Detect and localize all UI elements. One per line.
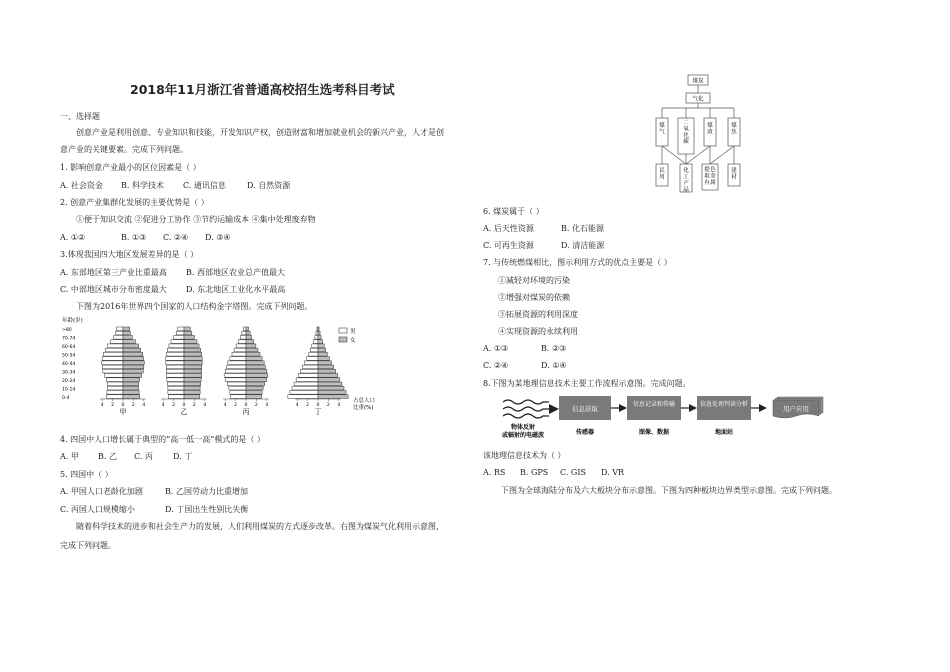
pyramid-bar-female	[246, 391, 262, 395]
pyramid-bar-male	[230, 357, 246, 361]
chart-legend	[339, 327, 356, 344]
pyramid-bar-female	[123, 365, 144, 369]
pyramid-bar-male	[102, 365, 123, 369]
pyramid-bar-female	[318, 327, 319, 331]
pyramid-bar-male	[232, 352, 246, 356]
flow-box-process-label: 信息处理判读分析	[699, 401, 749, 408]
pyramid-bar-female	[318, 369, 336, 373]
x-tick-label: 4	[161, 403, 165, 408]
arrow-icon	[619, 404, 627, 412]
pyramid-bar-female	[123, 378, 140, 382]
geo-info-flow-diagram	[495, 392, 845, 444]
pyramid-bar-male	[292, 386, 318, 390]
x-tick-label: 4	[142, 403, 146, 408]
q2-option-a: A. ①②	[60, 233, 86, 242]
x-axis-label-1: 占总人口	[353, 398, 376, 404]
q3-option-a: A. 东部地区第三产业比重最高	[60, 268, 167, 277]
coal-product-box: 煤渣	[707, 123, 713, 136]
pyramid-bar-male	[106, 395, 123, 399]
pyramid-bar-male	[230, 391, 246, 395]
pyramid-bar-male	[105, 348, 123, 352]
pyramid-bar-female	[318, 344, 324, 348]
age-tick-label: 60-64	[62, 345, 76, 351]
pyramid-bar-male	[102, 361, 123, 365]
q2-option-b: B. ①③	[121, 233, 147, 242]
pyramid-bar-male	[242, 331, 246, 335]
question-5: 5. 四国中（ ）	[60, 470, 113, 479]
country-label: 甲	[119, 408, 127, 416]
pyramid-bar-female	[318, 395, 348, 399]
pyramid-bar-male	[107, 386, 123, 390]
q3-option-d: D. 东北地区工业化水平最高	[186, 285, 286, 294]
pyramid-bar-male	[103, 352, 123, 356]
pyramid-bar-male	[316, 331, 318, 335]
pyramid-bar-male	[114, 335, 123, 339]
pyramid-bar-female	[123, 335, 132, 339]
pyramid-bar-male	[102, 357, 123, 361]
question-8: 8.下图为某地理信息技术主要工作流程示意图。完成问题。	[483, 379, 691, 388]
pyramid-bar-female	[123, 369, 143, 373]
q2-items: ①便于知识交流 ②促进分工协作 ③节约运输成本 ④集中处理废弃物	[76, 215, 316, 224]
pyramid-bar-female	[184, 386, 200, 390]
q5-option-a: A. 甲国人口老龄化加剧	[60, 487, 143, 496]
pyramid-bar-female	[318, 357, 329, 361]
q5-option-c: C. 丙国人口规模缩小	[60, 505, 135, 514]
gasification-box: 气化	[692, 96, 704, 103]
q4-option-d: D. 丁	[173, 452, 193, 461]
question-2: 2. 创意产业集群化发展的主要优势是（ ）	[60, 198, 209, 207]
pyramid-bar-male	[309, 352, 318, 356]
source-label-2: 或辐射的电磁波	[501, 432, 545, 439]
x-tick-label: 2	[234, 403, 238, 408]
y-axis-label: 年龄(岁)	[62, 318, 83, 324]
pyramid-bar-female	[246, 348, 258, 352]
x-tick-label: 2	[192, 403, 196, 408]
question-4: 4. 四国中人口增长属于典型的“高一低一高”模式的是（ ）	[60, 435, 265, 444]
q6-option-a: A. 后天性资源	[483, 224, 534, 233]
q7-item-4: ④实现资源的永续利用	[498, 327, 578, 336]
pyramid-bar-male	[229, 386, 246, 390]
pyramid-bar-female	[184, 357, 202, 361]
pyramid-bar-female	[318, 331, 320, 335]
coal-gasification-diagram	[650, 72, 750, 202]
pyramid-bar-male	[302, 365, 318, 369]
pyramid-bar-male	[166, 352, 184, 356]
x-tick-label: 4	[295, 403, 299, 408]
pyramid-bar-male	[315, 335, 318, 339]
x-tick-label: 0	[316, 403, 320, 408]
age-tick-label: 20-24	[62, 378, 76, 384]
x-tick-label: 4	[203, 403, 207, 408]
pyramid-bar-female	[123, 344, 139, 348]
age-tick-label: 30-34	[62, 370, 76, 376]
pyramid-bar-male	[294, 382, 318, 386]
user-application-stack	[773, 397, 823, 418]
x-tick-label: 0	[244, 403, 248, 408]
coal-product-box: 二氧化碳	[683, 120, 689, 146]
pyramid-bar-female	[318, 374, 338, 378]
q8-option-d: D. VR	[601, 468, 625, 477]
pyramid-bar-female	[318, 391, 346, 395]
flow-box-acquire-label: 信息获取	[572, 405, 598, 413]
q1-option-c: C. 通讯信息	[183, 181, 226, 190]
flow-label-image-data: 图像、数据	[638, 429, 670, 436]
pyramid-bar-male	[171, 340, 184, 344]
pyramid-bar-female	[184, 374, 202, 378]
pyramid-bar-male	[107, 344, 123, 348]
pyramid-bar-male	[116, 327, 123, 331]
q4-option-a: A. 甲	[60, 452, 79, 461]
x-tick-label: 0	[182, 403, 186, 408]
population-pyramid-chart	[56, 316, 386, 416]
coal-use-box: 化工产品	[683, 168, 689, 194]
x-tick-label: 2	[326, 403, 330, 408]
pyramid-bar-male	[166, 369, 184, 373]
pyramid-bar-female	[184, 365, 202, 369]
pyramid-bar-female	[123, 331, 130, 335]
pyramid-bar-male	[225, 378, 246, 382]
coal-product-box: 煤气	[659, 123, 665, 136]
pyramid-bar-male	[176, 331, 184, 335]
pyramid-bar-male	[166, 357, 184, 361]
pyramid-bar-female	[318, 365, 334, 369]
q2-option-c: C. ②④	[163, 233, 189, 242]
flow-box-transmit-label: 信息记录和传输	[632, 401, 676, 408]
x-tick-label: 2	[111, 403, 115, 408]
pyramid-bar-male	[168, 395, 184, 399]
pyramid-bar-male	[167, 382, 184, 386]
source-label-1: 物体反射	[510, 424, 536, 431]
age-tick-label: 0-4	[62, 395, 70, 401]
pyramid-bar-male	[296, 378, 318, 382]
pyramid-bar-female	[123, 374, 142, 378]
pyramid-bar-female	[246, 335, 252, 339]
x-tick-label: 2	[172, 403, 176, 408]
pyramid-bar-female	[318, 382, 342, 386]
question-1: 1. 影响创意产业最小的区位因素是（ ）	[60, 163, 201, 172]
pyramid-bar-female	[318, 361, 332, 365]
pyramid-bar-female	[246, 344, 256, 348]
pyramid-bar-female	[123, 395, 140, 399]
pyramid-bar-female	[246, 395, 262, 399]
q6-option-c: C. 可再生资源	[483, 241, 534, 250]
pyramid-bar-female	[246, 365, 265, 369]
pyramid-bar-female	[184, 391, 200, 395]
flow-box-user-label: 用户应用	[783, 405, 809, 413]
pyramid-bar-female	[184, 327, 190, 331]
pyramid-bar-female	[184, 378, 201, 382]
pyramid-bar-female	[246, 327, 249, 331]
pyramid-bar-female	[246, 357, 262, 361]
pyramid-bar-female	[246, 382, 265, 386]
intro-1a: 创意产业是利用创意、专业知识和技能，开发知识产权，创造财富和增加就业机会的新兴产业，人才是创	[76, 128, 444, 137]
pyramid-bar-female	[123, 361, 144, 365]
x-tick-label: 2	[306, 403, 310, 408]
pyramid-bar-female	[246, 378, 267, 382]
coal-use-box: 色金属	[710, 167, 716, 186]
pyramid-bar-male	[107, 382, 123, 386]
pyramid-bar-female	[246, 361, 264, 365]
pyramid-bar-female	[246, 331, 250, 335]
legend-male-label: 男	[350, 329, 356, 335]
pyramid-bar-female	[246, 369, 267, 373]
pyramid-bar-male	[313, 340, 318, 344]
pyramid-bar-female	[184, 382, 201, 386]
q8-option-b: B. GPS	[520, 468, 549, 477]
pyramid-bar-female	[246, 352, 260, 356]
age-tick-label: 50-54	[62, 353, 76, 359]
pyramid-bar-male	[310, 348, 318, 352]
q7-option-b: B. ②③	[541, 344, 567, 353]
q1-option-a: A. 社会资金	[60, 181, 103, 190]
pyramid-bar-male	[228, 361, 246, 365]
pyramid-bar-male	[227, 365, 246, 369]
pyramid-bar-male	[106, 378, 123, 382]
pyramid-bar-female	[123, 348, 141, 352]
flow-label-ground-station: 地面站	[714, 429, 734, 436]
pyramid-bar-female	[184, 395, 200, 399]
q7-option-c: C. ②④	[483, 361, 509, 370]
legend-female-swatch	[339, 337, 347, 342]
age-tick-label: 10-14	[62, 387, 76, 393]
pyramid-bar-male	[166, 374, 184, 378]
q4-option-c: C. 丙	[134, 452, 153, 461]
wave-icon	[503, 400, 549, 418]
pyramid-bar-female	[123, 391, 139, 395]
pyramid-bar-female	[318, 378, 340, 382]
pyramid-bar-male	[243, 327, 246, 331]
q7-option-a: A. ①③	[483, 344, 509, 353]
q1-option-b: B. 科学技术	[121, 181, 164, 190]
q5-option-d: D. 丁国出生性别比失衡	[165, 505, 249, 514]
pyramid-bar-male	[225, 369, 246, 373]
x-tick-label: 2	[131, 403, 135, 408]
pyramid-bar-male	[307, 357, 318, 361]
pyramid-bar-male	[230, 395, 246, 399]
pyramid-bar-female	[318, 352, 327, 356]
question-3: 3.体现我国四大地区发展差异的是（ ）	[60, 250, 199, 259]
arrow-icon	[549, 404, 559, 414]
pyramid-bar-male	[174, 335, 184, 339]
country-label: 乙	[180, 408, 188, 416]
arrow-icon	[759, 404, 767, 412]
q4-option-b: B. 乙	[98, 452, 117, 461]
country-label: 丙	[242, 408, 250, 416]
coal-box: 煤炭	[692, 78, 704, 85]
pyramid-bar-female	[246, 340, 254, 344]
pyramid-bar-female	[123, 352, 143, 356]
coal-use-box: 民用	[659, 168, 665, 181]
flow-box-process	[697, 396, 751, 420]
q7-item-1: ①减轻对环境的污染	[498, 276, 570, 285]
pyramid-bar-female	[123, 382, 139, 386]
pyramid-bar-male	[104, 374, 123, 378]
pyramid-bar-female	[318, 340, 323, 344]
x-axis-label-2: 比重(%)	[353, 405, 374, 411]
q1-option-d: D. 自然资源	[247, 181, 291, 190]
legend-male-swatch	[339, 328, 347, 333]
age-tick-label: 40-44	[62, 362, 76, 367]
pyramid-bar-male	[168, 386, 184, 390]
pyramid-bar-male	[168, 391, 184, 395]
pyramid-bar-female	[184, 340, 197, 344]
pyramid-bar-male	[238, 340, 246, 344]
pyramid-bar-male	[298, 374, 318, 378]
pyramid-bar-female	[184, 331, 192, 335]
intro-3a: 随着科学技术的进步和社会生产力的发展，人们利用煤炭的方式逐步改革。右图为煤炭气化利用示意图，	[76, 522, 444, 531]
legend-female-label: 女	[350, 338, 356, 344]
pyramid-bar-female	[184, 352, 202, 356]
intro-4: 下图为全球海陆分布及六大板块分布示意图。下图为四种板块边界类型示意图。完成下列问题。	[501, 486, 837, 495]
q3-option-c: C. 中部地区城市分布密度最大	[60, 285, 167, 294]
intro-3b: 完成下列问题。	[60, 541, 116, 550]
x-tick-label: 0	[121, 403, 125, 408]
age-tick-label: >80	[62, 328, 72, 334]
q3-option-b: B. 西部地区农业总产值最大	[186, 268, 285, 277]
pyramid-bar-female	[123, 340, 135, 344]
pyramid-bar-female	[123, 327, 130, 331]
pyramid-bar-male	[290, 391, 318, 395]
pyramid-bar-male	[288, 395, 318, 399]
coal-use-box: 提取有	[704, 167, 710, 186]
page-title: 2018年11月浙江省普通高校招生选考科目考试	[130, 82, 395, 97]
pyramid-bar-male	[234, 348, 246, 352]
intro-1b: 意产业的关键要素。完成下列问题。	[60, 145, 188, 154]
pyramid-bar-male	[166, 361, 184, 365]
age-tick-label: 70-74	[62, 336, 76, 342]
pyramid-bar-male	[227, 382, 246, 386]
pyramid-bar-female	[246, 374, 268, 378]
q5-option-b: B. 乙国劳动力比重增加	[165, 487, 248, 496]
pyramid-bar-male	[312, 344, 318, 348]
x-tick-label: 4	[337, 403, 341, 408]
pyramid-bar-male	[116, 331, 123, 335]
pyramid-bar-male	[300, 369, 318, 373]
section-heading: 一、选择题	[60, 112, 100, 121]
q8-sub-question: 该地理信息技术为（ ）	[483, 451, 566, 460]
pyramid-bar-male	[240, 335, 246, 339]
q6-option-d: D. 清洁能源	[561, 241, 605, 250]
pyramid-bar-male	[103, 369, 123, 373]
pyramid-bar-female	[318, 348, 326, 352]
pyramid-bar-male	[304, 361, 318, 365]
question-6: 6. 煤炭属于（ ）	[483, 207, 544, 216]
pyramid-bar-female	[184, 361, 202, 365]
pyramid-bar-female	[184, 335, 194, 339]
pyramid-bar-female	[184, 348, 201, 352]
pyramid-bar-male	[107, 391, 123, 395]
pyramid-bar-female	[123, 357, 144, 361]
x-tick-label: 4	[100, 403, 104, 408]
arrow-icon	[689, 404, 697, 412]
country-label: 丁	[314, 408, 322, 416]
pyramid-bar-female	[318, 386, 344, 390]
pyramid-bar-male	[167, 378, 184, 382]
pyramid-bar-male	[224, 374, 246, 378]
q8-option-a: A. RS	[483, 468, 506, 477]
pyramid-bar-male	[169, 344, 184, 348]
pyramid-bar-female	[184, 369, 202, 373]
pyramid-bar-male	[111, 340, 123, 344]
pyramid-bar-female	[184, 344, 199, 348]
pyramid-bar-female	[246, 386, 263, 390]
coal-use-box: 建材	[731, 168, 737, 181]
q7-item-2: ②增强对煤炭的依赖	[498, 293, 570, 302]
pyramid-bar-female	[318, 335, 321, 339]
question-7: 7. 与传统燃煤相比，图示利用方式的优点主要是（ ）	[483, 258, 672, 267]
x-tick-label: 4	[223, 403, 227, 408]
pyramid-bar-male	[178, 327, 184, 331]
q7-option-d: D. ①④	[541, 361, 567, 370]
q8-option-c: C. GIS	[560, 468, 586, 477]
x-tick-label: 4	[265, 403, 269, 408]
flow-box-transmit	[627, 396, 681, 420]
q2-option-d: D. ③④	[205, 233, 231, 242]
pyramid-bar-male	[236, 344, 246, 348]
flow-label-sensor: 传感器	[575, 429, 595, 436]
pyramid-bar-male	[166, 365, 184, 369]
x-tick-label: 2	[254, 403, 258, 408]
q6-option-b: B. 化石能源	[561, 224, 604, 233]
q7-item-3: ③拓展资源的利用深度	[498, 310, 578, 319]
pyramid-bar-male	[167, 348, 184, 352]
coal-product-box: 煤焦	[731, 123, 737, 136]
intro-2: 下图为2016年世界四个国家的人口结构金字塔图。完成下列问题。	[76, 302, 313, 311]
pyramid-bar-female	[123, 386, 139, 390]
